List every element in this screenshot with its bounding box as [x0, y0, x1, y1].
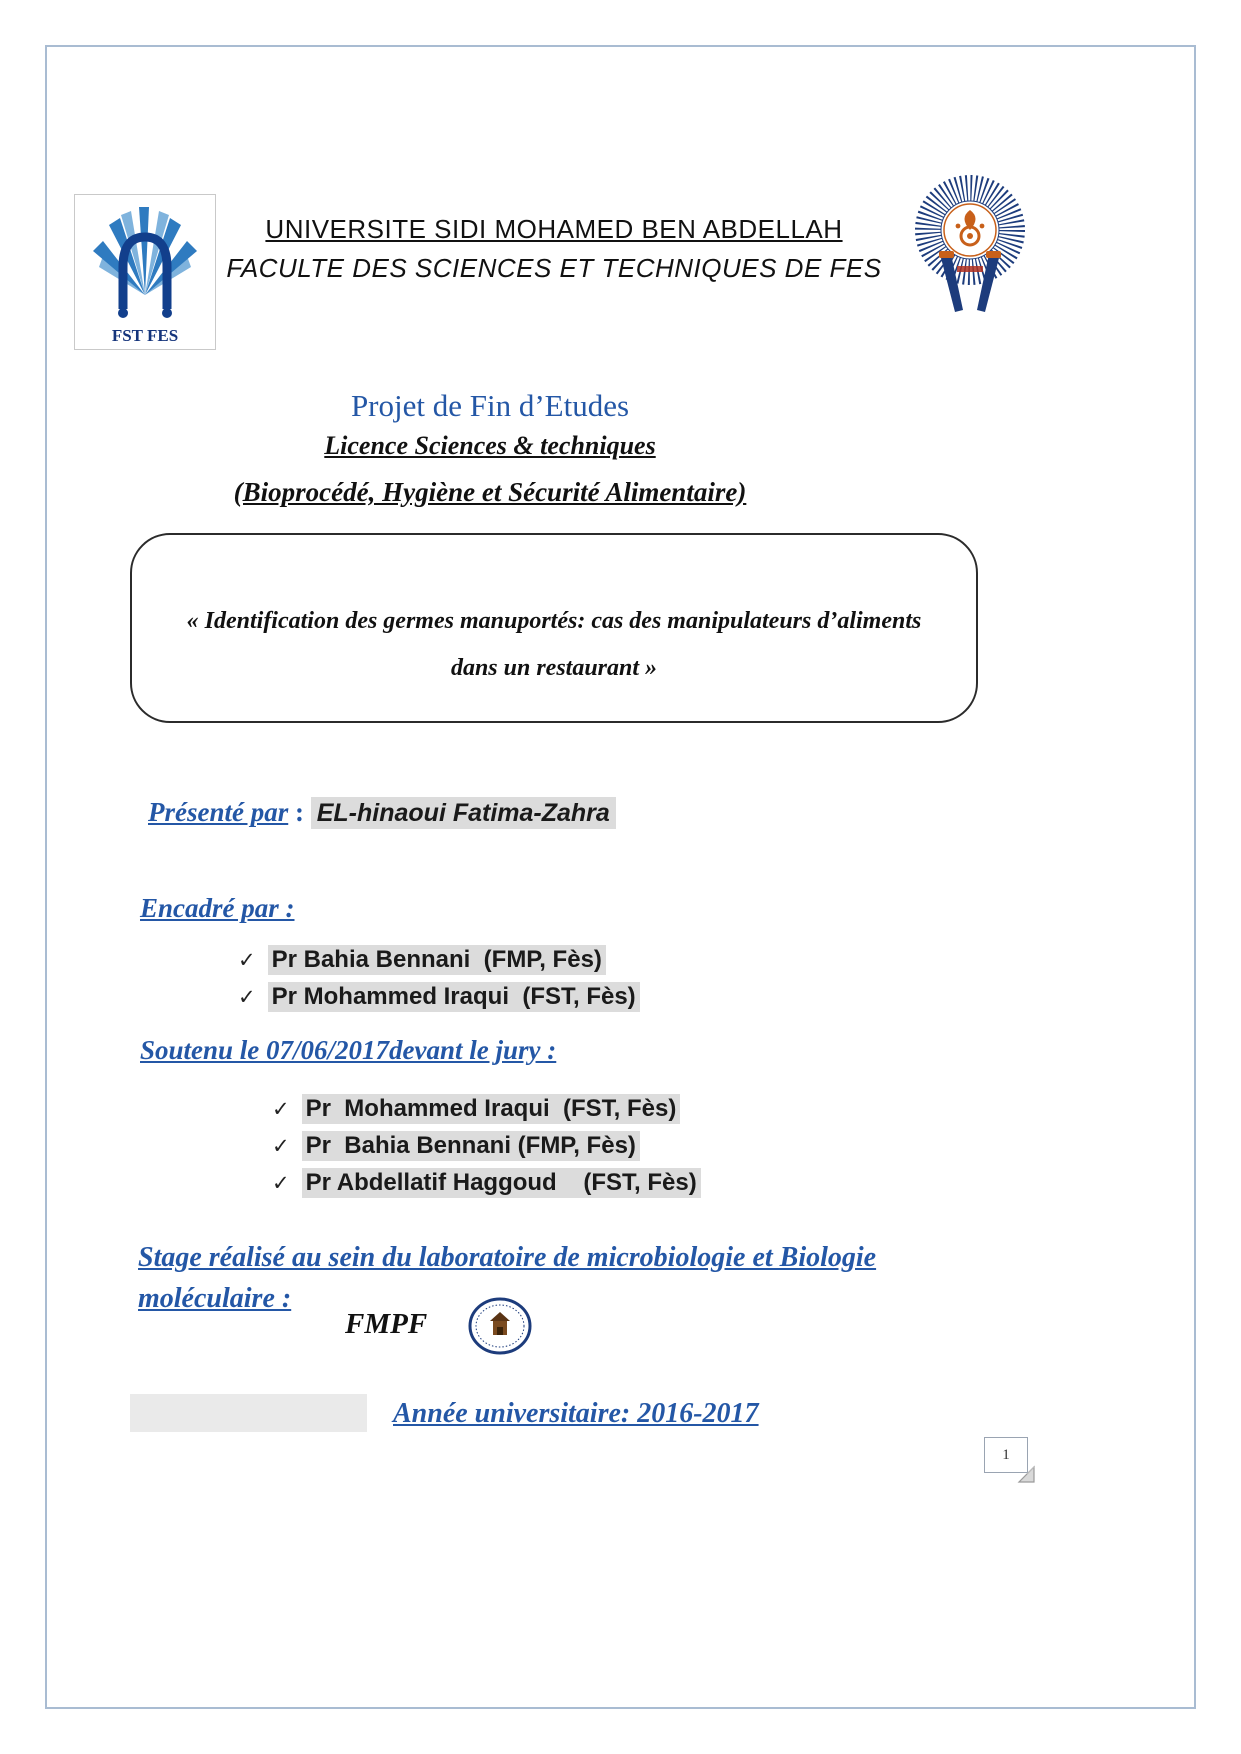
check-icon: ✓ [272, 1097, 290, 1121]
university-header [218, 214, 890, 284]
speciality-title: (Bioprocédé, Hygiène et Sécurité Alimentaire) [233, 477, 747, 507]
university-name: UNIVERSITE SIDI MOHAMED BEN ABDELLAH [265, 214, 843, 244]
supervisor-name: Pr Mohammed Iraqui (FST, Fès) [268, 982, 640, 1012]
supervisors-list [238, 945, 640, 1019]
check-icon: ✓ [272, 1134, 290, 1158]
check-icon: ✓ [238, 948, 256, 972]
project-title: Projet de Fin d’Etudes [350, 388, 630, 423]
svg-text:FST FES: FST FES [111, 326, 179, 345]
subject-box [130, 533, 978, 723]
lab-name: FMPF [345, 1308, 428, 1340]
supervisor-item [238, 945, 640, 975]
faculty-name: FACULTE DES SCIENCES ET TECHNIQUES DE FES [226, 253, 882, 283]
university-seal-icon [912, 168, 1028, 320]
supervisor-item [238, 982, 640, 1012]
page-number: 1 [984, 1437, 1028, 1473]
degree-title: Licence Sciences & techniques [324, 431, 656, 460]
jury-item [272, 1168, 701, 1198]
subject-line-2: dans un restaurant » [450, 654, 658, 681]
jury-member-name: Pr Mohammed Iraqui (FST, Fès) [302, 1094, 681, 1124]
subject-line-1: « Identification des germes manuportés: cas des manipulateurs d’aliments [186, 607, 922, 634]
check-icon: ✓ [238, 985, 256, 1009]
highlight-placeholder [130, 1394, 367, 1432]
internship-label-line-2: moléculaire : [138, 1282, 292, 1314]
jury-item [272, 1131, 701, 1161]
author-name: EL-hinaoui Fatima-Zahra [311, 797, 616, 829]
supervisors-label: Encadré par : [140, 893, 295, 923]
university-seal [912, 168, 1028, 320]
title-block [130, 388, 850, 508]
fst-fes-logo-icon [75, 195, 215, 349]
page-curl-icon [1016, 1464, 1036, 1489]
internship-label [138, 1238, 998, 1319]
jury-item [272, 1094, 701, 1124]
academic-year: Année universitaire: 2016-2017 [393, 1398, 759, 1429]
jury-member-name: Pr Bahia Bennani (FMP, Fès) [302, 1131, 640, 1161]
fmpf-seal [468, 1297, 532, 1355]
presented-by-label: Présenté par [148, 797, 289, 827]
fmpf-seal-icon [468, 1297, 532, 1355]
presented-by-line [148, 797, 616, 828]
check-icon: ✓ [272, 1171, 290, 1195]
jury-member-name: Pr Abdellatif Haggoud (FST, Fès) [302, 1168, 701, 1198]
jury-label: Soutenu le 07/06/2017devant le jury : [140, 1035, 557, 1065]
jury-list [272, 1094, 701, 1205]
internship-label-line-1: Stage réalisé au sein du laboratoire de microbiologie et Biologie [138, 1242, 877, 1273]
fst-fes-logo [74, 194, 216, 350]
presented-by-separator: : [288, 797, 311, 827]
supervisor-name: Pr Bahia Bennani (FMP, Fès) [268, 945, 606, 975]
